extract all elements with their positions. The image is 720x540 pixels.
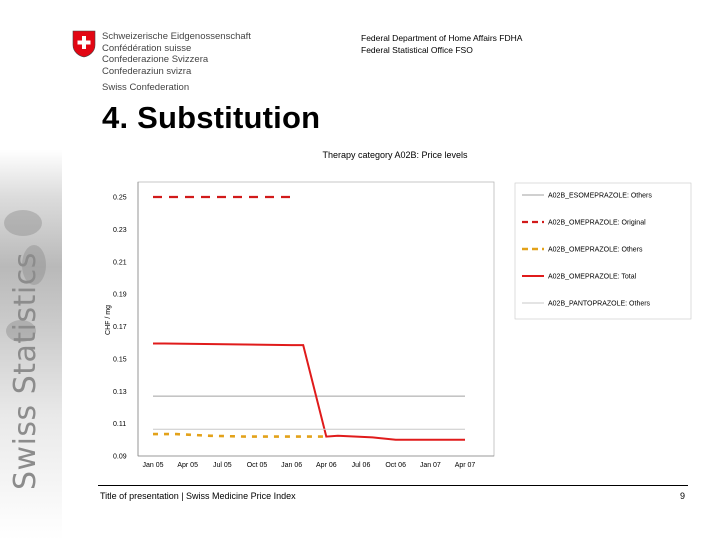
confederation-line: Confédération suisse [102, 42, 192, 54]
x-tick-labels [142, 462, 475, 469]
confederation-line: Schweizerische Eidgenossenschaft [102, 31, 251, 42]
chart-title: Therapy category A02B: Price levels [322, 150, 468, 160]
side-brand-text: Swiss Statistics [8, 252, 43, 490]
x-tick-label: Apr 07 [454, 462, 476, 469]
footer-divider [98, 485, 688, 486]
y-tick-label: 0.21 [113, 259, 127, 267]
x-tick-label: Jan 05 [142, 462, 164, 469]
x-tick-label: Jan 06 [281, 462, 303, 469]
department-line: Federal Statistical Office FSO [361, 45, 473, 55]
y-tick-label: 0.17 [113, 324, 127, 331]
legend-label: A02B_OMEPRAZOLE: Total [548, 273, 637, 281]
x-tick-label: Jan 07 [419, 462, 441, 469]
x-tick-label: Apr 06 [316, 462, 337, 469]
legend-label: A02B_OMEPRAZOLE: Original [548, 219, 646, 227]
y-tick-label: 0.15 [113, 356, 127, 364]
y-tick-label: 0.23 [113, 226, 127, 234]
y-tick-label: 0.13 [113, 388, 127, 396]
department-line: Federal Department of Home Affairs FDHA [361, 33, 523, 43]
legend-label: A02B_PANTOPRAZOLE: Others [548, 300, 651, 308]
plot-area [138, 182, 494, 456]
y-tick-label: 0.19 [113, 291, 127, 299]
footer-title: Title of presentation | Swiss Medicine Price Index [100, 491, 296, 501]
confederation-line: Confederaziun svizra [102, 65, 192, 77]
confederation-line: Confederazione Svizzera [102, 54, 209, 65]
y-axis-label: CHF / mg [105, 305, 112, 335]
confederation-english: Swiss Confederation [102, 82, 190, 93]
y-tick-label: 0.11 [113, 421, 127, 429]
y-tick-label: 0.25 [113, 194, 127, 202]
y-tick-labels [113, 195, 127, 461]
x-tick-label: Oct 05 [246, 462, 268, 469]
page-title: 4. Substitution [102, 100, 321, 135]
x-tick-label: Jul 06 [351, 462, 371, 469]
legend-label: A02B_OMEPRAZOLE: Others [548, 246, 643, 254]
x-tick-label: Apr 05 [177, 462, 198, 469]
x-tick-label: Oct 06 [385, 462, 406, 469]
y-tick-label: 0.09 [113, 453, 127, 461]
legend-label: A02B_ESOMEPRAZOLE: Others [548, 192, 652, 200]
page-number: 9 [680, 491, 686, 501]
x-tick-label: Jul 05 [212, 462, 232, 469]
